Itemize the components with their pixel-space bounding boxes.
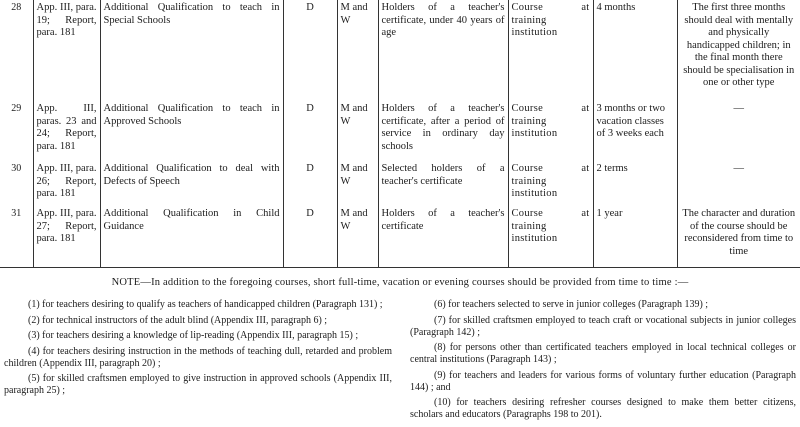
course-cell: Additional Qualification to deal with Defects of Speech [100,161,283,206]
course-cell: Additional Qualification to teach in Approved Schools [100,101,283,161]
type-cell: D [283,206,337,267]
table-row [0,206,800,267]
remarks-cell: — [733,163,744,174]
where-cell: Course at training institution [508,161,593,206]
duration-cell: 2 terms [593,161,677,206]
note-item: (9) for teachers and leaders for various forms of voluntary further education (Paragraph 144) ; and [410,369,796,393]
note-item: (2) for technical instructors of the adult blind (Appendix III, paragraph 6) ; [28,314,328,326]
course-cell: Additional Qualification in Child Guidance [100,206,283,267]
where-cell: Course at training institution [508,206,593,267]
remarks-cell: — [733,103,744,114]
note-item: (3) for teachers desiring a knowledge of lip-reading (Appendix III, paragraph 15) ; [28,330,359,341]
type-cell: D [283,0,337,101]
sex-cell: M and W [337,101,378,161]
eligibility-cell: Holders of a teacher's certificate, after a period of service in ordinary day schools [378,101,508,161]
row-number: 31 [0,206,33,267]
eligibility-cell: Selected holders of a teacher's certificate [378,161,508,206]
table-row [0,161,800,206]
note-item: (4) for teachers desiring instruction in the methods of teaching dull, retarded and problem children (Appendix III, paragraph 20) ; [4,345,392,369]
row-number: 29 [0,101,33,161]
note-item: (6) for teachers selected to serve in junior colleges (Paragraph 139) ; [434,299,709,310]
table-row [0,0,800,101]
eligibility-cell: Holders of a teacher's certificate [378,206,508,267]
where-cell: Course at training institution [508,101,593,161]
eligibility-cell: Holders of a teacher's certificate, under 40 years of age [378,0,508,101]
sex-cell: M and W [337,206,378,267]
note-item: (5) for skilled craftsmen employed to give instruction in approved schools (Appendix III, paragraph 25) ; [4,373,392,396]
sex-cell: M and W [337,0,378,101]
duration-cell: 4 months [593,0,677,101]
type-cell: D [283,101,337,161]
row-number: 28 [0,0,33,101]
duration-cell: 1 year [593,206,677,267]
note-list-left [4,299,392,401]
reference-cell: App. III, para. 27; Report, para. 181 [33,206,100,267]
sex-cell: M and W [337,161,378,206]
reference-cell: App. III, paras. 23 and 24; Report, para. 181 [33,101,100,161]
note-list-right [410,299,796,425]
reference-cell: App. III, para. 19; Report, para. 181 [33,0,100,101]
course-cell: Additional Qualification to teach in Special Schools [100,0,283,101]
where-cell: Course at training institution [508,0,593,101]
note-heading: NOTE—In addition to the foregoing courses, short full-time, vacation or evening courses should be provided from time to time :— [111,277,689,288]
note-item: (10) for teachers desiring refresher courses designed to make them better citizens, scholars and educators (Paragraphs 198 to 201). [410,397,796,420]
note-item: (8) for persons other than certificated teachers employed in local technical colleges or central institutions (Paragraph 143) ; [410,342,796,365]
table-row [0,101,800,161]
note-item: (7) for skilled craftsmen employed to teach craft or vocational subjects in junior colleges (Paragraph 142) ; [410,314,796,338]
duration-cell: 3 months or two vacation classes of 3 weeks each [593,101,677,161]
note-item: (1) for teachers desiring to qualify as teachers of handicapped children (Paragraph 131) ; [28,299,383,310]
remarks-cell: The first three months should deal with mentally and physically handicapped children; in the final month there should be specialisation in one or other type [683,2,795,88]
reference-cell: App. III, para. 26; Report, para. 181 [33,161,100,206]
type-cell: D [283,161,337,206]
row-number: 30 [0,161,33,206]
remarks-cell: The character and duration of the course should be reconsidered from time to time [677,206,800,267]
